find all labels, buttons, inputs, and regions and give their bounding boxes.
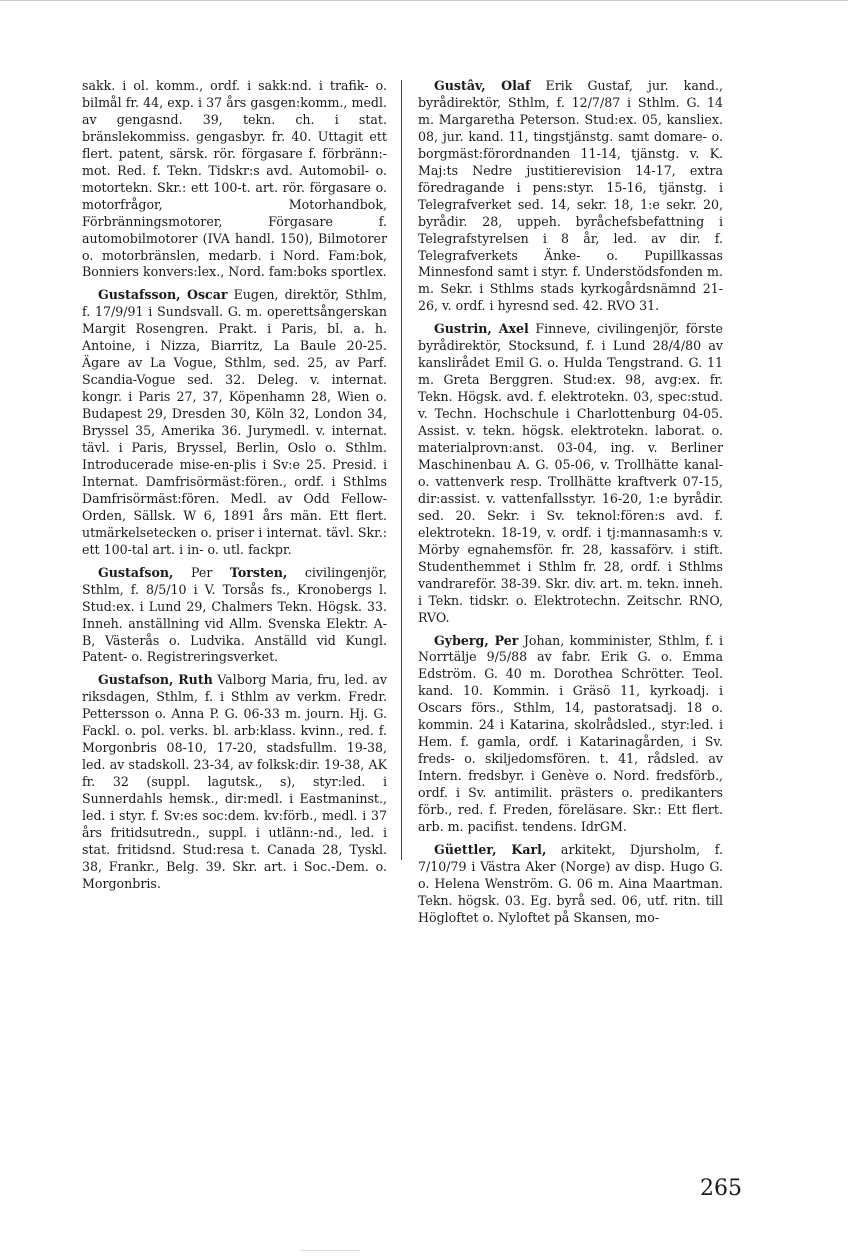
page-top-edge — [0, 0, 848, 1]
entry-gustafson-ruth — [82, 672, 387, 892]
entry-text: Valborg Maria, fru, led. av riksdagen, Sthlm, f. i Sthlm av verkm. Fredr. Pettersson o. Anna P. G. 06-33 m. journ. Hj. G. Fackl. o. pol. verks. bl. arb:klass. kvinn., red. f. Morgonbris 08-10, 17-20, stadsfullm. 19-38, led. av stadskoll. 23-34, av folksk:dir. 19-38, AK fr. 32 (suppl. lagutsk., s), styr:led. i Sunnerdahls hemsk., dir:medl. i Eastmaninst., led. i styr. f. Sv:es soc:dem. kv:förb., medl. i 37 års fritidsutredn., suppl. i utlänn:-nd., led. i stat. fritidsnd. Stud:resa t. Canada 28, Tyskl. 38, Frankr., Belg. 39. Skr. art. i Soc.-Dem. o. Morgonbris. — [82, 672, 387, 891]
right-column — [418, 78, 723, 927]
entry-text: Erik Gustaf, jur. kand., byrådirektör, Sthlm, f. 12/7/87 i Sthlm. G. 14 m. Margaretha Peterson. Stud:ex. 05, kansliex. 08, jur. kand. 11, tingstjänstg. samt domare- o. borgmäst:förordnanden 11-14, tjänstg. v. K. Maj:ts Nedre justitierevision 14-17, extra föredragande i pens:styr. 15-16, tjänstg. i Telegrafverket sed. 14, sekr. 18, 1:e sekr. 20, byrådir. 28, uppeh. byråchefsbefattning i Telegrafstyrelsen i 8 år, led. av dir. f. Telegrafverkets Änke- o. Pupillkassas Minnesfond samt i styr. f. Understödsfonden m. m. Sekr. i Sthlms stads kyrkogårdsnämnd 21-26, v. ordf. i hyresnd sed. 42. RVO 31. — [418, 78, 724, 314]
page-number: 265 — [700, 1176, 742, 1201]
entry-gyberg-per — [418, 633, 723, 836]
entry-text: sakk. i ol. komm., ordf. i sakk:nd. i trafik- o. bilmål fr. 44, exp. i 37 års gasgen:komm., medl. av gengasnd. 39, tekn. ch. i stat. bränslekommiss. gengasbyr. fr. 40. Uttagit ett flert. patent, särsk. rör. förgasare f. förbränn:-mot. Red. f. Tekn. Tidskr:s avd. Automobil- o. motortekn. Skr.: ett 100-t. art. rör. förgasare o. motorfrågor, Motorhandbok, Förbränningsmotorer, Förgasare f. automobilmotorer (IVA handl. 150), Bilmotorer o. motorbränslen, medarb. i Nord. Fam:bok, Bonniers konvers:lex., Nord. fam:boks sportlex. — [82, 78, 387, 280]
entry-gustav-olaf — [418, 78, 723, 315]
entry-text: civilingenjör, Sthlm, f. 8/5/10 i V. Torsås fs., Kronobergs l. Stud:ex. i Lund 29, Chalmers Tekn. Högsk. 33. Inneh. anställning vid Allm. Svenska Elektr. A-B, Västerås o. Ludvika. Anställd vid Kungl. Patent- o. Registreringsverket. — [82, 564, 387, 665]
entry-name-middle: Per — [173, 564, 230, 580]
entry-text: Johan, komminister, Sthlm, f. i Norrtälje 9/5/88 av fabr. Erik G. o. Emma Edström. G. 40 m. Dorothea Schrötter. Teol. kand. 10. Kommin. i Gräsö 11, kyrkoadj. i Oscars förs., Sthlm, 14, pastoratsadj. 18 o. kommin. 24 i Katarina, skolrådsled., styr:led. i Hem. f. gamla, ordf. i Katarinagården, i Sv. freds- o. skiljedomsfören. t. 41, rådsled. av Intern. fredsbyr. i Genève o. Nord. fredsförb., ordf. i Sv. antimilit. prästers o. predikanters förb., red. f. Freden, föreläsare. Skr.: Ett flert. arb. m. pacifist. tendens. IdrGM. — [418, 632, 723, 834]
entry-name: Gustâv, Olaf — [434, 78, 531, 93]
entry-guettler-karl — [418, 842, 723, 927]
entry-gustafson-torsten — [82, 565, 387, 667]
entry-name: Gyberg, Per — [434, 632, 519, 648]
entry-gustafsson-oscar — [82, 287, 387, 558]
entry-name: Gustrin, Axel — [434, 321, 529, 337]
page-bottom-mark — [300, 1250, 360, 1251]
entry-name: Gustafsson, Oscar — [98, 287, 228, 303]
left-column — [82, 78, 387, 893]
entry-name: Gustafson, — [98, 564, 174, 580]
entry-gustrin-axel — [418, 321, 723, 626]
entry-name-secondary: Torsten, — [229, 564, 288, 580]
entry-continuation — [82, 78, 387, 281]
entry-text: Finneve, civilingenjör, förste byrådirektör, Stocksund, f. i Lund 28/4/80 av kanslirådet Emil G. o. Hulda Tengstrand. G. 11 m. Greta Berggren. Stud:ex. 98, avg:ex. fr. Tekn. Högsk. avd. f. elektrotekn. 03, spec:stud. v. Techn. Hochschule i Charlottenburg 04-05. Assist. v. tekn. högsk. elektrotekn. laborat. o. materialprovn:anst. 03-04, ing. v. Berliner Maschinenbau A. G. 05-06, v. Trollhätte kanal- o. vattenverk resp. Trollhätte kraftverk 07-15, dir:assist. v. vattenfallsstyr. 16-20, 1:e byrådir. sed. 20. Sekr. i Sv. teknol:fören:s avd. f. elektrotekn. 18-19, v. ordf. i tj:mannasamh:s v. Mörby egnahemsför. fr. 28, kassaförv. i stift. Studenthemmet i Sthlm fr. 28, ordf. i Sthlms vandrareför. 38-39. Skr. div. art. m. tekn. inneh. i Tekn. tidskr. o. Elektrotechn. Zeitschr. RNO, RVO. — [418, 321, 723, 625]
entry-text: arkitekt, Djursholm, f. 7/10/79 i Västra Aker (Norge) av disp. Hugo G. o. Helena Wenström. G. 06 m. Aina Maartman. Tekn. högsk. 03. Eg. byrå sed. 06, utf. ritn. till Högloftet o. Nyloftet på Skansen, mo- — [418, 841, 723, 925]
entry-name: Güettler, Karl, — [434, 841, 547, 857]
column-divider — [401, 80, 402, 860]
entry-name: Gustafson, Ruth — [98, 672, 213, 688]
entry-text: Eugen, direktör, Sthlm, f. 17/9/91 i Sundsvall. G. m. operettsångerskan Margit Rosengren. Prakt. i Paris, bl. a. h. Antoine, i Nizza, Biarritz, La Baule 20-25. Ägare av La Vogue, Sthlm, sed. 25, av Parf. Scandia-Vogue sed. 32. Deleg. v. internat. kongr. i Paris 27, 37, Köpenhamn 28, Wien o. Budapest 29, Dresden 30, Köln 32, London 34, Bryssel 35, Amerika 36. Jurymedl. v. internat. tävl. i Paris, Bryssel, Berlin, Oslo o. Sthlm. Introducerade mise-en-plis i Sv:e 25. Presid. i Internat. Damfrisörmäst:fören., ordf. i Sthlms Damfrisörmäst:fören. Medl. av Odd Fellow-Orden, Sällsk. W 6, 1891 års män. Ett flert. utmärkelsetecken o. priser i internat. tävl. Skr.: ett 100-tal art. i in- o. utl. fackpr. — [82, 287, 387, 557]
